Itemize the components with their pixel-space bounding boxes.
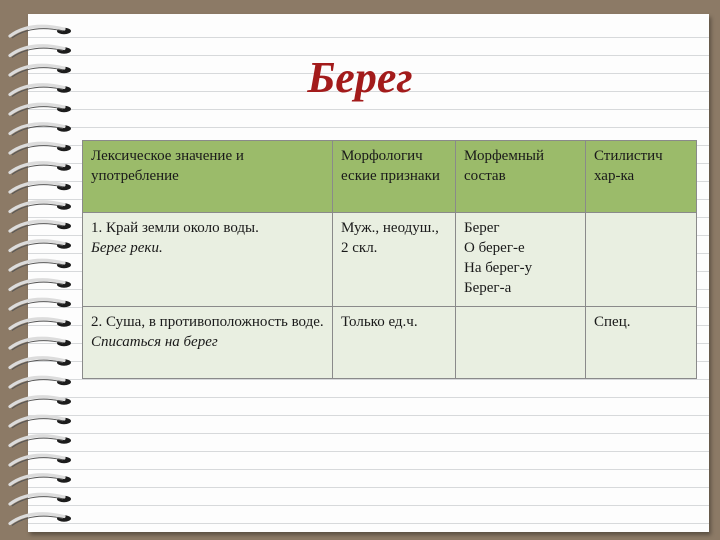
cell-morphology: Только ед.ч. bbox=[333, 307, 456, 379]
cell-morphemes bbox=[456, 213, 586, 307]
binding-ring bbox=[10, 475, 71, 487]
binding-ring bbox=[10, 494, 71, 506]
binding-ring bbox=[10, 455, 71, 467]
binding-ring bbox=[10, 514, 71, 526]
meaning-text: 2. Суша, в противоположность воде. bbox=[91, 314, 324, 330]
binding-ring bbox=[10, 319, 71, 331]
cell-morphology: Муж., неодуш., 2 скл. bbox=[333, 213, 456, 307]
table-row bbox=[83, 213, 697, 307]
binding-ring bbox=[10, 280, 71, 292]
word-analysis-table bbox=[82, 140, 697, 379]
header-lexical-meaning: Лексическое значение и употребление bbox=[83, 141, 333, 213]
binding-ring bbox=[10, 358, 71, 370]
cell-morphemes bbox=[456, 307, 586, 379]
morpheme-form: Берег bbox=[464, 220, 500, 236]
usage-example: Берег реки. bbox=[91, 240, 163, 256]
binding-ring bbox=[10, 397, 71, 409]
binding-ring bbox=[10, 143, 71, 155]
binding-ring bbox=[10, 241, 71, 253]
usage-example: Списаться на берег bbox=[91, 334, 218, 350]
binding-ring bbox=[10, 416, 71, 428]
cell-meaning bbox=[83, 213, 333, 307]
meaning-text: 1. Край земли около воды. bbox=[91, 220, 259, 236]
cell-style bbox=[586, 213, 697, 307]
slide-title: Берег bbox=[307, 53, 413, 102]
binding-ring bbox=[10, 299, 71, 311]
binding-ring bbox=[10, 338, 71, 350]
binding-ring bbox=[10, 436, 71, 448]
binding-ring bbox=[10, 104, 71, 116]
table-row bbox=[83, 307, 697, 379]
cell-style: Спец. bbox=[586, 307, 697, 379]
binding-ring bbox=[10, 163, 71, 175]
cell-meaning bbox=[83, 307, 333, 379]
binding-ring bbox=[10, 260, 71, 272]
header-morphological-features: Морфологич еские признаки bbox=[333, 141, 456, 213]
binding-ring bbox=[10, 221, 71, 233]
binding-ring bbox=[10, 182, 71, 194]
binding-ring bbox=[10, 377, 71, 389]
morpheme-form: Берег-а bbox=[464, 280, 512, 296]
binding-ring bbox=[10, 26, 71, 38]
header-stylistic-feature: Стилистич хар-ка bbox=[586, 141, 697, 213]
binding-ring bbox=[10, 202, 71, 214]
binding-ring bbox=[10, 124, 71, 136]
morpheme-form: О берег-е bbox=[464, 240, 525, 256]
morpheme-form: На берег-у bbox=[464, 260, 533, 276]
header-morpheme-composition: Морфемный состав bbox=[456, 141, 586, 213]
table-header-row bbox=[83, 141, 697, 213]
